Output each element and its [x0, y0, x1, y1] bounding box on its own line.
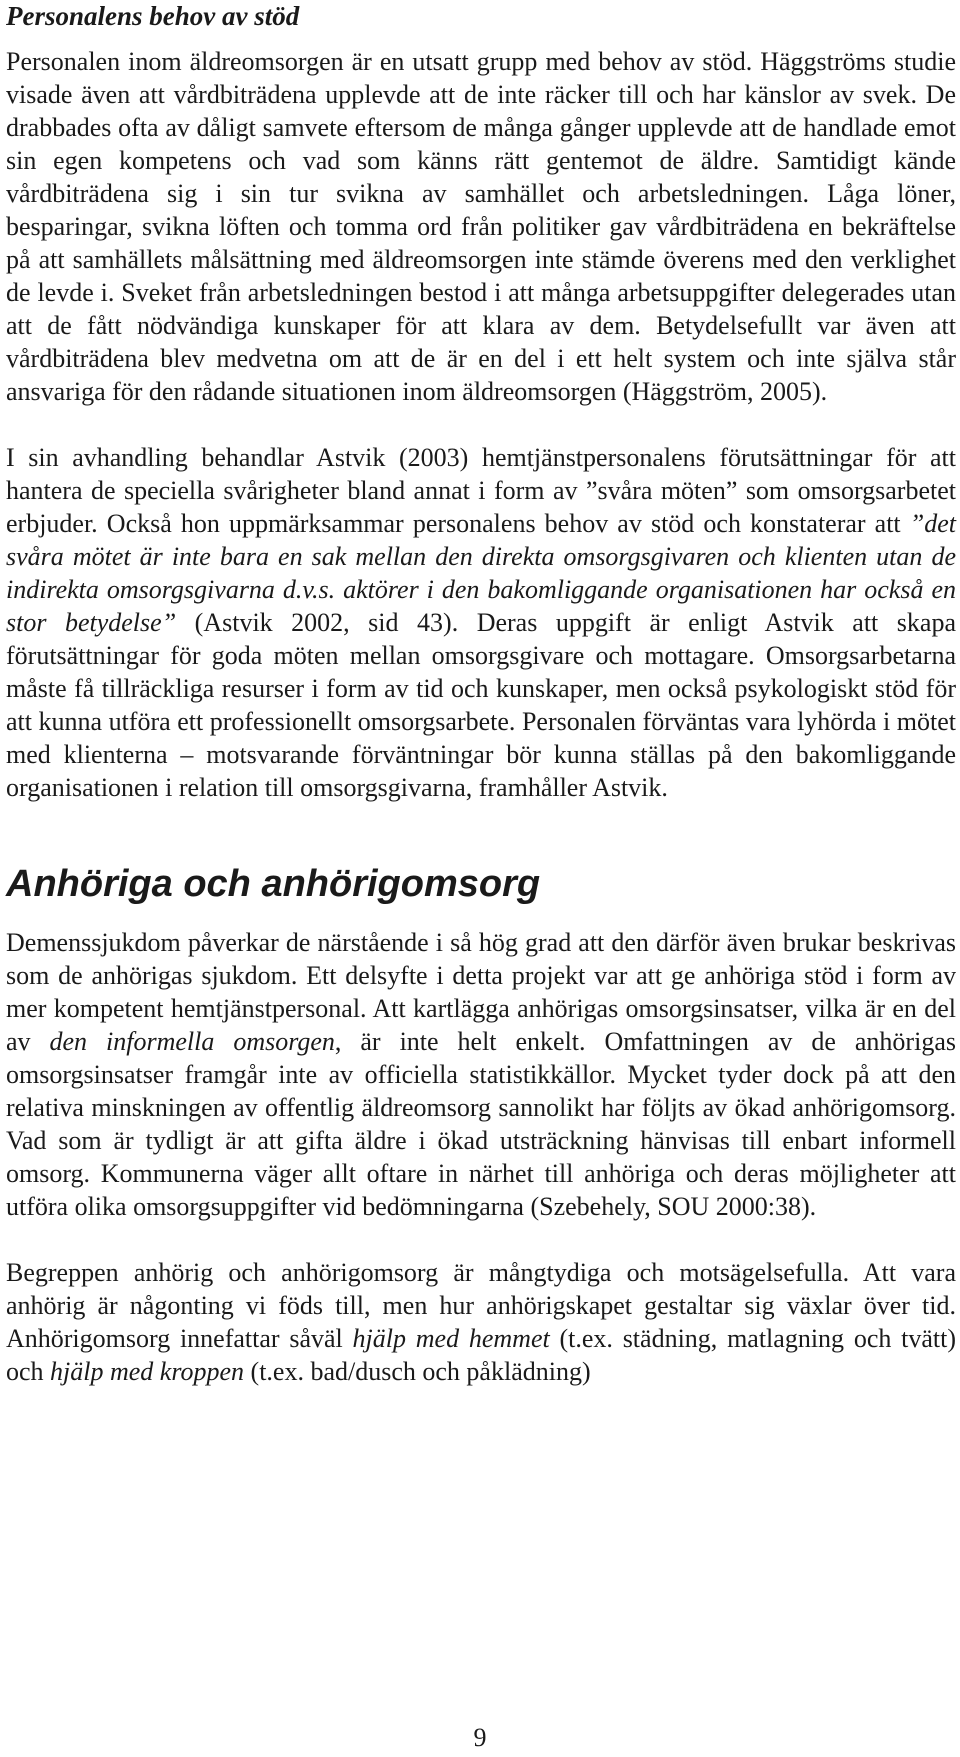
emphasized-term: hjälp med kroppen [50, 1357, 245, 1386]
body-paragraph [6, 1256, 956, 1388]
document-page [6, 0, 956, 1388]
paragraph-text: (Astvik 2002, sid 43). Deras uppgift är enligt Astvik att skapa förutsättningar för goda möten mellan omsorgsgivare och mottagare. Omsorgsarbetarna måste få tillräckliga resurser i form av tid och kunskaper, men också psykologiskt stöd för att kunna utföra ett professionellt omsorgsarbete. Personalen förväntas vara lyhörda i mötet med klienterna – motsvarande förväntningar bör kunna ställas på den bakomliggande organisationen i relation till omsorgsgivarna, framhåller Astvik. [6, 608, 956, 802]
emphasized-term: hjälp med hemmet [352, 1324, 550, 1353]
paragraph-text: I sin avhandling behandlar Astvik (2003) hemtjänstpersonalens förutsättningar för att hantera de speciella svårigheter bland annat i form av ”svåra möten” som omsorgsarbetet erbjuder. Också hon uppmärksammar personalens behov av stöd och konstaterar att [6, 443, 956, 538]
body-paragraph [6, 926, 956, 1223]
paragraph-text: Demenssjukdom påverkar de närstående i så hög grad att den därför även brukar beskrivas som de anhörigas sjukdom. Ett delsyfte i detta projekt var att ge anhöriga stöd i form av mer kompetent hemtjänstpersonal. Att kartlägga anhörigas omsorgsinsatser, vilka är en del av [6, 928, 956, 1056]
section-heading: Anhöriga och anhörigomsorg [6, 863, 541, 905]
body-paragraph: Personalen inom äldreomsorgen är en utsatt grupp med behov av stöd. Häggströms studie visade även att vårdbiträdena upplevde att de inte räcker till och har känslor av svek. De drabbades ofta av dåligt samvete eftersom de många gånger upplevde att de handlade emot sin egen kompetens och vad som känns rätt gentemot de äldre. Samtidigt kände vårdbiträdena sig i sin tur svikna av samhället och arbetsledningen. Låga löner, besparingar, svikna löften och tomma ord från politiker gav vårdbiträdena en bekräftelse på att samhällets målsättning med äldreomsorgen inte stämde överens med den verklighet de levde i. Sveket från arbetsledningen bestod i att många arbetsuppgifter delegerades utan att de fått nödvändiga kunskaper för att klara av dem. Betydelsefullt var även att vårdbiträdena blev medvetna om att de är en del i ett helt system och inte själva står ansvariga för den rådande situationen inom äldreomsorgen (Häggström, 2005). [6, 47, 956, 406]
body-paragraph [6, 441, 956, 804]
emphasized-term: den informella omsorgen [49, 1027, 335, 1056]
paragraph-text: (t.ex. bad/dusch och påklädning) [244, 1357, 591, 1386]
paragraph-text: (t.ex. städning, matlagning och tvätt) och [6, 1324, 956, 1386]
paragraph-text: Begreppen anhörig och anhörigomsorg är mångtydiga och motsägelsefulla. Att vara anhörig är någonting vi föds till, men hur anhörigskapet gestaltar sig växlar över tid. Anhörigomsorg innefattar såväl [6, 1258, 956, 1353]
block-quote: ”det svåra mötet är inte bara en sak mellan den direkta omsorgsgivaren och klienten utan de indirekta omsorgsgivarna d.v.s. aktörer i den bakomliggande organisationen har också en stor betydelse” [6, 509, 956, 637]
page-number: 9 [473, 1723, 487, 1752]
paragraph-text: , är inte helt enkelt. Omfattningen av de anhörigas omsorgsinsatser framgår inte av officiella statistikkällor. Mycket tyder dock på att den relativa minskningen av offentlig äldreomsorg sannolikt har följts av ökad anhörigomsorg. Vad som är tydligt är att gifta äldre i ökad utsträckning hänvisas till enbart informell omsorg. Kommunerna väger allt oftare in närhet till anhöriga och deras möjligheter att utföra olika omsorgsuppgifter vid bedömningarna (Szebehely, SOU 2000:38). [6, 1027, 956, 1221]
section-subheading: Personalens behov av stöd [6, 1, 300, 31]
